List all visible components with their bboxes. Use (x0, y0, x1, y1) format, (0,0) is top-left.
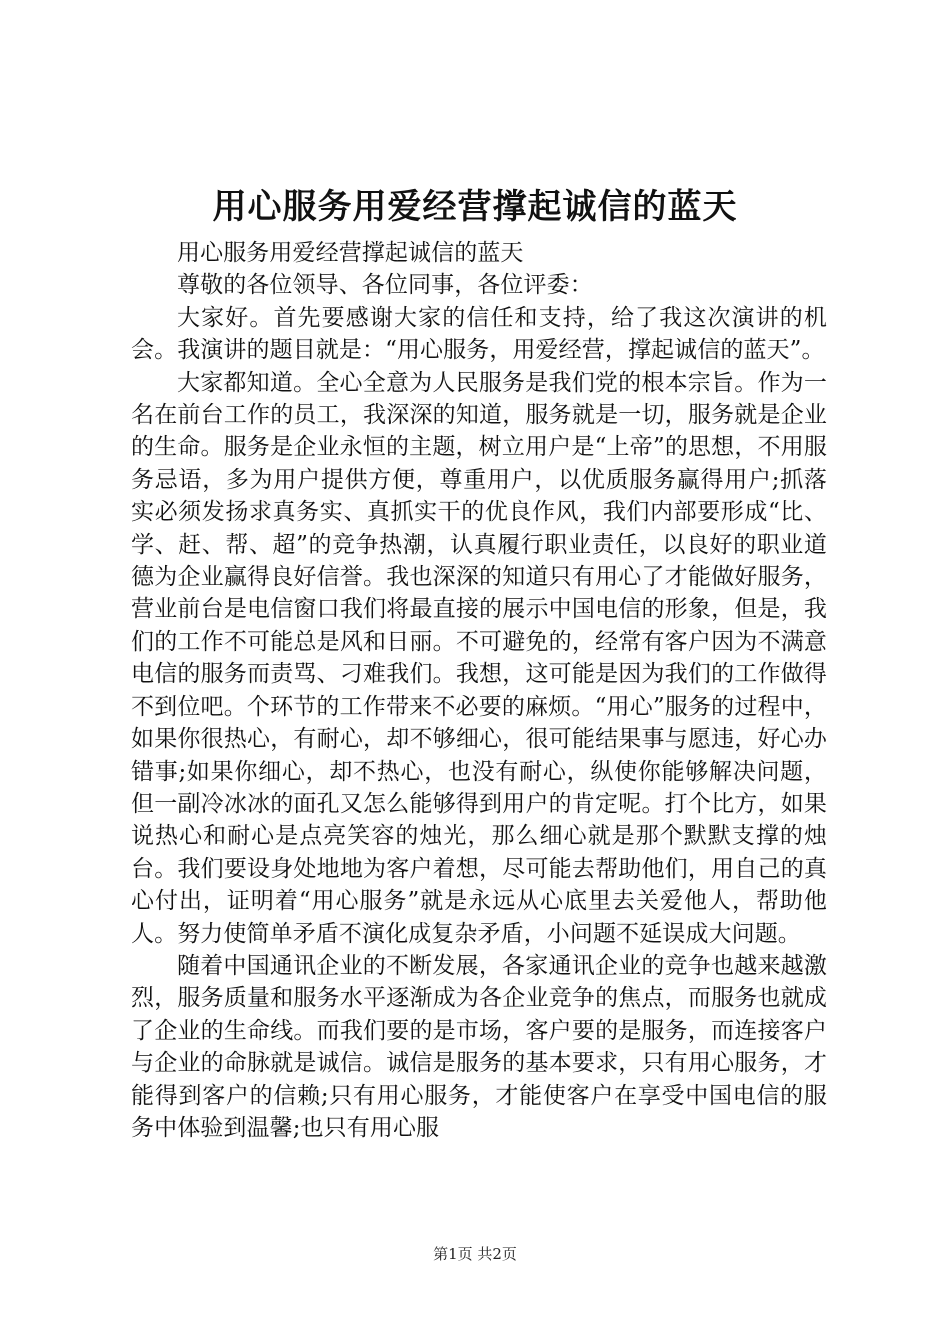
page-footer (0, 1244, 950, 1264)
document-body (131, 237, 827, 1144)
document-title: 用心服务用爱经营撑起诚信的蓝天 (212, 187, 738, 227)
paragraph-subtitle: 用心服务用爱经营撑起诚信的蓝天 (177, 240, 524, 266)
page-number: 第1页 共2页 (433, 1245, 517, 1263)
paragraph-service: 大家都知道。全心全意为人民服务是我们党的根本宗旨。作为一名在前台工作的员工，我深深的知道，服务就是一切，服务就是企业的生命。服务是企业永恒的主题，树立用户是“上帝”的思想，不用服务忌语，多为用户提供方便，尊重用户，以优质服务赢得用户;抓落实必须发扬求真务实、真抓实干的优良作风，我们内部要形成“比、学、赶、帮、超”的竞争热潮，认真履行职业责任，以良好的职业道德为企业赢得良好信誉。我也深深的知道只有用心了才能做好服务，营业前台是电信窗口我们将最直接的展示中国电信的形象，但是，我们的工作不可能总是风和日丽。不可避免的，经常有客户因为不满意电信的服务而责骂、刁难我们。我想，这可能是因为我们的工作做得不到位吧。个环节的工作带来不必要的麻烦。“用心”服务的过程中，如果你很热心，有耐心，却不够细心，很可能结果事与愿违，好心办错事;如果你细心，却不热心，也没有耐心，纵使你能够解决问题，但一副冷冰冰的面孔又怎么能够得到用户的肯定呢。打个比方，如果说热心和耐心是点亮笑容的烛光，那么细心就是那个默默支撑的烛台。我们要设身处地地为客户着想，尽可能去帮助他们，用自己的真心付出，证明着“用心服务”就是永远从心底里去关爱他人，帮助他人。努力使简单矛盾不演化成复杂矛盾，小问题不延误成大问题。 (131, 369, 827, 947)
paragraph-greeting: 大家好。首先要感谢大家的信任和支持，给了我这次演讲的机会。我演讲的题目就是：“用心服务，用爱经营，撑起诚信的蓝天”。 (131, 304, 827, 364)
paragraph-salutation: 尊敬的各位领导、各位同事，各位评委： (177, 272, 593, 299)
paragraph-competition: 随着中国通讯企业的不断发展，各家通讯企业的竞争也越来越激烈，服务质量和服务水平逐渐成为各企业竞争的焦点，而服务也就成了企业的生命线。而我们要的是市场，客户要的是服务，而连接客户与企业的命脉就是诚信。诚信是服务的基本要求，只有用心服务，才能得到客户的信赖;只有用心服务，才能使客户在享受中国电信的服务中体验到温馨;也只有用心服 (131, 952, 827, 1141)
